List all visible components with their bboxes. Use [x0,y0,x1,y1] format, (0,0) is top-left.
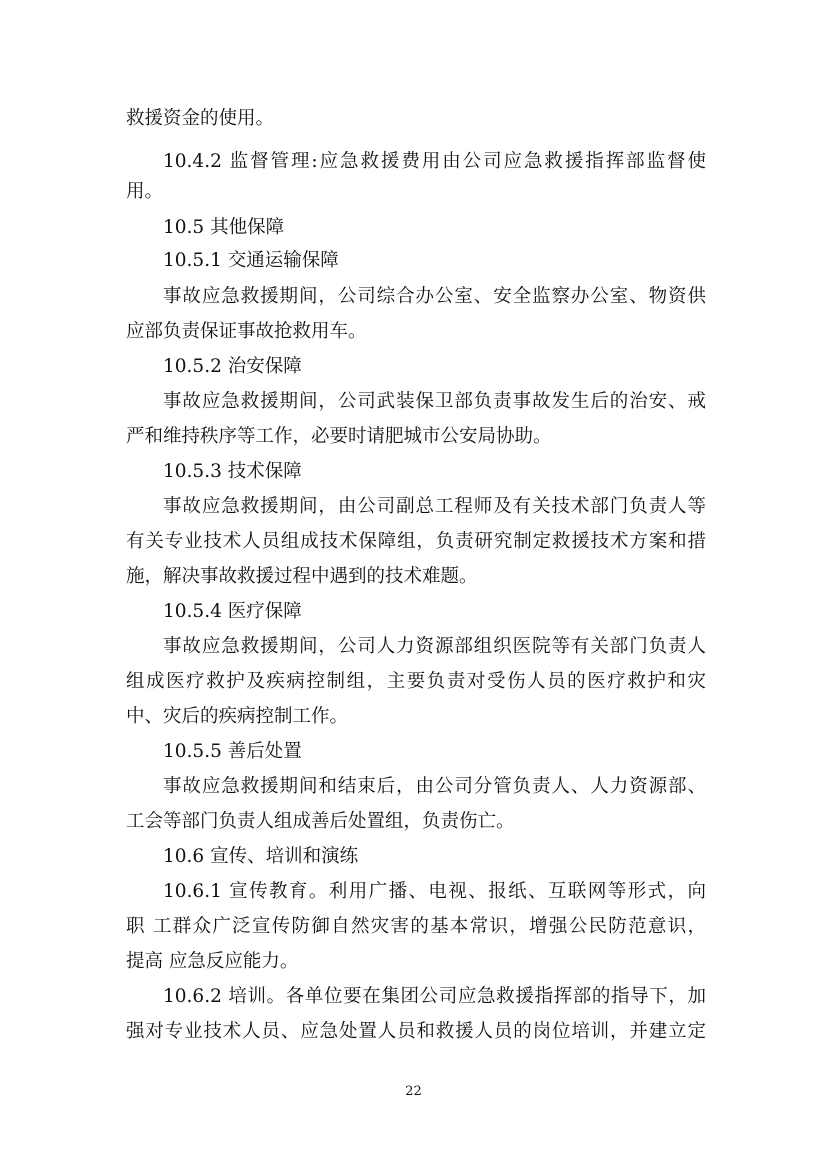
text-line: 10.6.2 培训。各单位要在集团公司应急救援指挥部的指导下，加 [163,986,706,1007]
text-line: 事故应急救援期间，公司武装保卫部负责事故发生后的治安、戒 [163,391,706,412]
text-line: 组成医疗救护及疾病控制组，主要负责对受伤人员的医疗救护和灾 [126,671,706,692]
text-line: 严和维持秩序等工作，必要时请肥城市公安局协助。 [126,426,552,447]
section-heading: 10.5 其他保障 [163,217,285,238]
text-line: 救援资金的使用。 [126,108,275,129]
section-heading: 10.5.4 医疗保障 [163,601,302,622]
section-heading: 10.5.5 善后处置 [163,741,302,762]
text-line: 事故应急救援期间，公司人力资源部组织医院等有关部门负责人 [163,636,706,657]
text-line: 提高 应急反应能力。 [126,951,299,972]
text-line: 工会等部门负责人组成善后处置组，负责伤亡。 [126,811,515,832]
section-heading: 10.5.3 技术保障 [163,461,302,482]
text-line: 职 工群众广泛宣传防御自然灾害的基本常识，增强公民防范意识， [126,916,706,937]
section-heading: 10.5.1 交通运输保障 [163,250,339,271]
text-line: 事故应急救援期间，由公司副总工程师及有关技术部门负责人等 [163,496,706,517]
text-line: 有关专业技术人员组成技术保障组，负责研究制定救援技术方案和措 [126,531,706,552]
text-line: 中、灾后的疾病控制工作。 [126,706,349,727]
text-line: 事故应急救援期间和结束后，由公司分管负责人、人力资源部、 [163,776,706,797]
text-line: 事故应急救援期间，公司综合办公室、安全监察办公室、物资供 [163,286,706,307]
text-line: 强对专业技术人员、应急处置人员和救援人员的岗位培训，并建立定 [126,1021,706,1042]
text-line: 用。 [126,181,164,202]
section-heading: 10.4.2 监督管理:应急救援费用由公司应急救援指挥部监督使 [163,151,706,172]
page-number: 22 [405,1084,422,1099]
text-line: 10.6.1 宣传教育。利用广播、电视、报纸、互联网等形式，向 [163,881,706,902]
text-line: 应部负责保证事故抢救用车。 [126,321,367,342]
section-heading: 10.6 宣传、培训和演练 [163,846,359,867]
text-line: 施，解决事故救援过程中遇到的技术难题。 [126,566,478,587]
section-heading: 10.5.2 治安保障 [163,356,302,377]
